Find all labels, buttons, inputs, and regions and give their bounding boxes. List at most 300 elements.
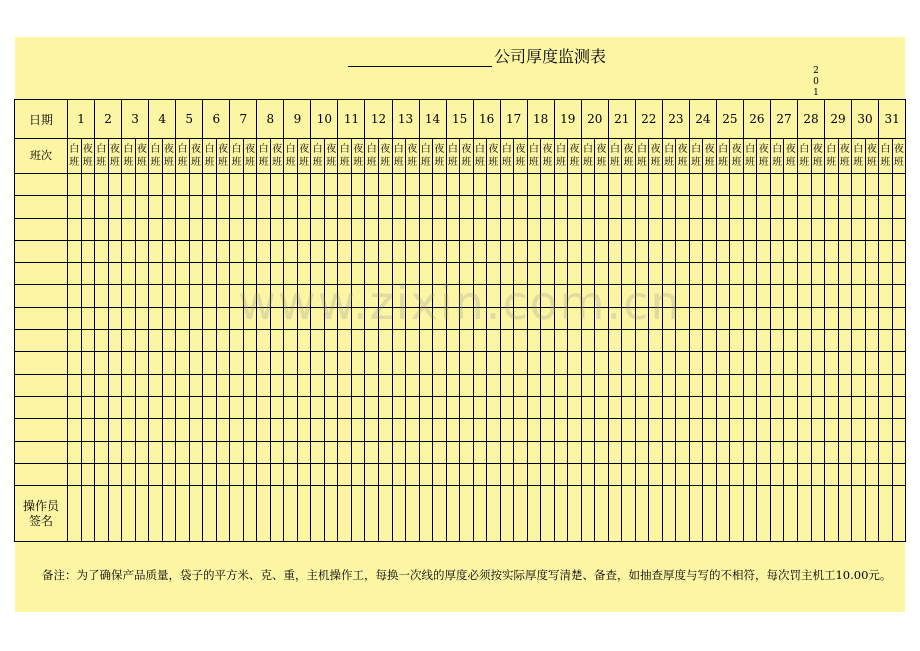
- data-cell[interactable]: [68, 374, 82, 396]
- data-cell[interactable]: [649, 285, 663, 307]
- data-cell[interactable]: [852, 352, 866, 374]
- data-cell[interactable]: [757, 396, 771, 418]
- data-cell[interactable]: [487, 396, 501, 418]
- data-cell[interactable]: [419, 285, 433, 307]
- data-cell[interactable]: [730, 463, 744, 485]
- data-cell[interactable]: [311, 307, 325, 329]
- data-cell[interactable]: [568, 285, 582, 307]
- data-cell[interactable]: [122, 374, 136, 396]
- data-cell[interactable]: [797, 441, 811, 463]
- data-cell[interactable]: [784, 240, 798, 262]
- data-cell[interactable]: [162, 174, 176, 196]
- data-cell[interactable]: [419, 352, 433, 374]
- data-cell[interactable]: [392, 463, 406, 485]
- data-cell[interactable]: [379, 196, 393, 218]
- row-label-cell[interactable]: [15, 196, 68, 218]
- data-cell[interactable]: [257, 196, 271, 218]
- data-cell[interactable]: [514, 263, 528, 285]
- data-cell[interactable]: [784, 307, 798, 329]
- data-cell[interactable]: [703, 352, 717, 374]
- data-cell[interactable]: [433, 463, 447, 485]
- data-cell[interactable]: [500, 307, 514, 329]
- data-cell[interactable]: [311, 352, 325, 374]
- data-cell[interactable]: [811, 307, 825, 329]
- data-cell[interactable]: [500, 196, 514, 218]
- data-cell[interactable]: [527, 441, 541, 463]
- data-cell[interactable]: [243, 263, 257, 285]
- data-cell[interactable]: [81, 240, 95, 262]
- row-label-cell[interactable]: [15, 285, 68, 307]
- data-cell[interactable]: [446, 396, 460, 418]
- data-cell[interactable]: [622, 463, 636, 485]
- data-cell[interactable]: [297, 441, 311, 463]
- data-cell[interactable]: [243, 441, 257, 463]
- data-cell[interactable]: [81, 374, 95, 396]
- data-cell[interactable]: [473, 463, 487, 485]
- signature-cell[interactable]: [230, 486, 244, 542]
- data-cell[interactable]: [676, 263, 690, 285]
- data-cell[interactable]: [392, 374, 406, 396]
- data-cell[interactable]: [189, 419, 203, 441]
- data-cell[interactable]: [203, 352, 217, 374]
- data-cell[interactable]: [433, 285, 447, 307]
- data-cell[interactable]: [730, 330, 744, 352]
- data-cell[interactable]: [608, 285, 622, 307]
- data-cell[interactable]: [825, 218, 839, 240]
- signature-cell[interactable]: [284, 486, 298, 542]
- data-cell[interactable]: [338, 285, 352, 307]
- data-cell[interactable]: [392, 240, 406, 262]
- data-cell[interactable]: [649, 441, 663, 463]
- data-cell[interactable]: [419, 374, 433, 396]
- data-cell[interactable]: [460, 263, 474, 285]
- data-cell[interactable]: [216, 396, 230, 418]
- data-cell[interactable]: [865, 441, 879, 463]
- data-cell[interactable]: [446, 174, 460, 196]
- data-cell[interactable]: [392, 352, 406, 374]
- data-cell[interactable]: [162, 218, 176, 240]
- data-cell[interactable]: [203, 463, 217, 485]
- data-cell[interactable]: [730, 240, 744, 262]
- signature-cell[interactable]: [649, 486, 663, 542]
- data-cell[interactable]: [676, 330, 690, 352]
- data-cell[interactable]: [770, 285, 784, 307]
- data-cell[interactable]: [703, 307, 717, 329]
- data-cell[interactable]: [284, 263, 298, 285]
- data-cell[interactable]: [297, 240, 311, 262]
- data-cell[interactable]: [595, 330, 609, 352]
- data-cell[interactable]: [446, 463, 460, 485]
- data-cell[interactable]: [608, 419, 622, 441]
- data-cell[interactable]: [379, 352, 393, 374]
- data-cell[interactable]: [770, 196, 784, 218]
- data-cell[interactable]: [338, 419, 352, 441]
- data-cell[interactable]: [595, 240, 609, 262]
- data-cell[interactable]: [216, 240, 230, 262]
- data-cell[interactable]: [419, 263, 433, 285]
- data-cell[interactable]: [460, 196, 474, 218]
- data-cell[interactable]: [162, 463, 176, 485]
- data-cell[interactable]: [635, 240, 649, 262]
- signature-cell[interactable]: [635, 486, 649, 542]
- data-cell[interactable]: [270, 419, 284, 441]
- data-cell[interactable]: [108, 196, 122, 218]
- data-cell[interactable]: [595, 441, 609, 463]
- data-cell[interactable]: [365, 374, 379, 396]
- signature-cell[interactable]: [487, 486, 501, 542]
- data-cell[interactable]: [473, 174, 487, 196]
- data-cell[interactable]: [351, 463, 365, 485]
- data-cell[interactable]: [243, 196, 257, 218]
- data-cell[interactable]: [689, 285, 703, 307]
- data-cell[interactable]: [446, 441, 460, 463]
- data-cell[interactable]: [689, 374, 703, 396]
- data-cell[interactable]: [338, 463, 352, 485]
- data-cell[interactable]: [649, 463, 663, 485]
- data-cell[interactable]: [216, 352, 230, 374]
- data-cell[interactable]: [527, 240, 541, 262]
- data-cell[interactable]: [811, 263, 825, 285]
- signature-cell[interactable]: [595, 486, 609, 542]
- data-cell[interactable]: [324, 196, 338, 218]
- data-cell[interactable]: [379, 463, 393, 485]
- data-cell[interactable]: [541, 263, 555, 285]
- data-cell[interactable]: [825, 463, 839, 485]
- data-cell[interactable]: [392, 263, 406, 285]
- data-cell[interactable]: [852, 196, 866, 218]
- data-cell[interactable]: [122, 196, 136, 218]
- data-cell[interactable]: [270, 396, 284, 418]
- data-cell[interactable]: [324, 463, 338, 485]
- data-cell[interactable]: [770, 240, 784, 262]
- data-cell[interactable]: [487, 263, 501, 285]
- signature-cell[interactable]: [406, 486, 420, 542]
- data-cell[interactable]: [622, 196, 636, 218]
- data-cell[interactable]: [500, 374, 514, 396]
- data-cell[interactable]: [176, 196, 190, 218]
- data-cell[interactable]: [797, 174, 811, 196]
- data-cell[interactable]: [419, 330, 433, 352]
- data-cell[interactable]: [176, 352, 190, 374]
- data-cell[interactable]: [189, 174, 203, 196]
- data-cell[interactable]: [757, 419, 771, 441]
- data-cell[interactable]: [297, 218, 311, 240]
- data-cell[interactable]: [379, 263, 393, 285]
- data-cell[interactable]: [95, 307, 109, 329]
- data-cell[interactable]: [541, 441, 555, 463]
- data-cell[interactable]: [554, 196, 568, 218]
- data-cell[interactable]: [81, 419, 95, 441]
- data-cell[interactable]: [122, 330, 136, 352]
- data-cell[interactable]: [149, 263, 163, 285]
- data-cell[interactable]: [108, 263, 122, 285]
- data-cell[interactable]: [797, 396, 811, 418]
- data-cell[interactable]: [473, 352, 487, 374]
- data-cell[interactable]: [581, 374, 595, 396]
- row-label-cell[interactable]: [15, 463, 68, 485]
- data-cell[interactable]: [581, 174, 595, 196]
- data-cell[interactable]: [257, 441, 271, 463]
- data-cell[interactable]: [446, 196, 460, 218]
- data-cell[interactable]: [460, 374, 474, 396]
- data-cell[interactable]: [689, 463, 703, 485]
- data-cell[interactable]: [554, 396, 568, 418]
- data-cell[interactable]: [892, 218, 906, 240]
- data-cell[interactable]: [257, 374, 271, 396]
- data-cell[interactable]: [703, 285, 717, 307]
- data-cell[interactable]: [406, 374, 420, 396]
- data-cell[interactable]: [392, 218, 406, 240]
- data-cell[interactable]: [635, 307, 649, 329]
- data-cell[interactable]: [716, 174, 730, 196]
- data-cell[interactable]: [689, 396, 703, 418]
- data-cell[interactable]: [122, 263, 136, 285]
- data-cell[interactable]: [635, 463, 649, 485]
- data-cell[interactable]: [297, 419, 311, 441]
- data-cell[interactable]: [284, 285, 298, 307]
- data-cell[interactable]: [514, 240, 528, 262]
- data-cell[interactable]: [189, 396, 203, 418]
- data-cell[interactable]: [649, 174, 663, 196]
- data-cell[interactable]: [797, 285, 811, 307]
- data-cell[interactable]: [81, 307, 95, 329]
- signature-cell[interactable]: [379, 486, 393, 542]
- data-cell[interactable]: [351, 441, 365, 463]
- data-cell[interactable]: [608, 463, 622, 485]
- data-cell[interactable]: [568, 374, 582, 396]
- data-cell[interactable]: [216, 441, 230, 463]
- data-cell[interactable]: [635, 330, 649, 352]
- data-cell[interactable]: [216, 218, 230, 240]
- data-cell[interactable]: [149, 240, 163, 262]
- data-cell[interactable]: [662, 218, 676, 240]
- signature-cell[interactable]: [730, 486, 744, 542]
- data-cell[interactable]: [554, 441, 568, 463]
- data-cell[interactable]: [797, 352, 811, 374]
- data-cell[interactable]: [230, 463, 244, 485]
- data-cell[interactable]: [554, 352, 568, 374]
- data-cell[interactable]: [95, 441, 109, 463]
- data-cell[interactable]: [284, 441, 298, 463]
- data-cell[interactable]: [500, 174, 514, 196]
- data-cell[interactable]: [351, 419, 365, 441]
- data-cell[interactable]: [135, 463, 149, 485]
- data-cell[interactable]: [770, 463, 784, 485]
- data-cell[interactable]: [879, 196, 893, 218]
- data-cell[interactable]: [365, 441, 379, 463]
- data-cell[interactable]: [784, 330, 798, 352]
- data-cell[interactable]: [770, 263, 784, 285]
- data-cell[interactable]: [473, 218, 487, 240]
- data-cell[interactable]: [284, 330, 298, 352]
- data-cell[interactable]: [406, 352, 420, 374]
- data-cell[interactable]: [838, 218, 852, 240]
- data-cell[interactable]: [716, 196, 730, 218]
- data-cell[interactable]: [662, 463, 676, 485]
- data-cell[interactable]: [676, 374, 690, 396]
- data-cell[interactable]: [446, 240, 460, 262]
- data-cell[interactable]: [743, 419, 757, 441]
- signature-cell[interactable]: [852, 486, 866, 542]
- data-cell[interactable]: [284, 196, 298, 218]
- data-cell[interactable]: [541, 307, 555, 329]
- data-cell[interactable]: [500, 463, 514, 485]
- data-cell[interactable]: [649, 218, 663, 240]
- data-cell[interactable]: [879, 285, 893, 307]
- data-cell[interactable]: [270, 196, 284, 218]
- data-cell[interactable]: [852, 285, 866, 307]
- data-cell[interactable]: [68, 419, 82, 441]
- data-cell[interactable]: [595, 218, 609, 240]
- data-cell[interactable]: [473, 307, 487, 329]
- data-cell[interactable]: [176, 330, 190, 352]
- data-cell[interactable]: [676, 419, 690, 441]
- data-cell[interactable]: [257, 285, 271, 307]
- data-cell[interactable]: [284, 174, 298, 196]
- data-cell[interactable]: [176, 285, 190, 307]
- data-cell[interactable]: [95, 285, 109, 307]
- data-cell[interactable]: [324, 174, 338, 196]
- signature-cell[interactable]: [149, 486, 163, 542]
- data-cell[interactable]: [554, 218, 568, 240]
- data-cell[interactable]: [324, 263, 338, 285]
- data-cell[interactable]: [122, 240, 136, 262]
- data-cell[interactable]: [730, 174, 744, 196]
- data-cell[interactable]: [703, 396, 717, 418]
- data-cell[interactable]: [757, 263, 771, 285]
- data-cell[interactable]: [189, 196, 203, 218]
- data-cell[interactable]: [811, 174, 825, 196]
- signature-cell[interactable]: [433, 486, 447, 542]
- signature-cell[interactable]: [716, 486, 730, 542]
- data-cell[interactable]: [135, 218, 149, 240]
- data-cell[interactable]: [595, 352, 609, 374]
- data-cell[interactable]: [743, 396, 757, 418]
- data-cell[interactable]: [108, 463, 122, 485]
- data-cell[interactable]: [351, 218, 365, 240]
- data-cell[interactable]: [757, 352, 771, 374]
- data-cell[interactable]: [730, 419, 744, 441]
- data-cell[interactable]: [406, 419, 420, 441]
- data-cell[interactable]: [676, 240, 690, 262]
- data-cell[interactable]: [689, 218, 703, 240]
- data-cell[interactable]: [351, 374, 365, 396]
- data-cell[interactable]: [365, 330, 379, 352]
- data-cell[interactable]: [68, 263, 82, 285]
- data-cell[interactable]: [379, 330, 393, 352]
- data-cell[interactable]: [351, 352, 365, 374]
- data-cell[interactable]: [581, 441, 595, 463]
- data-cell[interactable]: [743, 441, 757, 463]
- data-cell[interactable]: [95, 396, 109, 418]
- data-cell[interactable]: [351, 330, 365, 352]
- data-cell[interactable]: [419, 463, 433, 485]
- data-cell[interactable]: [743, 285, 757, 307]
- row-label-cell[interactable]: [15, 419, 68, 441]
- data-cell[interactable]: [730, 396, 744, 418]
- signature-cell[interactable]: [838, 486, 852, 542]
- data-cell[interactable]: [122, 352, 136, 374]
- data-cell[interactable]: [689, 419, 703, 441]
- data-cell[interactable]: [135, 307, 149, 329]
- data-cell[interactable]: [487, 240, 501, 262]
- data-cell[interactable]: [581, 196, 595, 218]
- data-cell[interactable]: [284, 218, 298, 240]
- data-cell[interactable]: [757, 307, 771, 329]
- data-cell[interactable]: [892, 263, 906, 285]
- data-cell[interactable]: [68, 240, 82, 262]
- data-cell[interactable]: [338, 307, 352, 329]
- data-cell[interactable]: [743, 263, 757, 285]
- data-cell[interactable]: [270, 263, 284, 285]
- data-cell[interactable]: [487, 419, 501, 441]
- data-cell[interactable]: [838, 196, 852, 218]
- data-cell[interactable]: [81, 352, 95, 374]
- data-cell[interactable]: [460, 463, 474, 485]
- data-cell[interactable]: [500, 240, 514, 262]
- data-cell[interactable]: [649, 263, 663, 285]
- data-cell[interactable]: [743, 240, 757, 262]
- data-cell[interactable]: [838, 419, 852, 441]
- data-cell[interactable]: [581, 307, 595, 329]
- data-cell[interactable]: [392, 196, 406, 218]
- data-cell[interactable]: [446, 419, 460, 441]
- data-cell[interactable]: [230, 240, 244, 262]
- data-cell[interactable]: [568, 419, 582, 441]
- data-cell[interactable]: [554, 463, 568, 485]
- data-cell[interactable]: [189, 307, 203, 329]
- data-cell[interactable]: [608, 374, 622, 396]
- data-cell[interactable]: [541, 352, 555, 374]
- data-cell[interactable]: [68, 352, 82, 374]
- data-cell[interactable]: [189, 263, 203, 285]
- data-cell[interactable]: [649, 374, 663, 396]
- data-cell[interactable]: [879, 396, 893, 418]
- data-cell[interactable]: [324, 218, 338, 240]
- data-cell[interactable]: [203, 263, 217, 285]
- data-cell[interactable]: [527, 352, 541, 374]
- data-cell[interactable]: [797, 330, 811, 352]
- data-cell[interactable]: [514, 463, 528, 485]
- data-cell[interactable]: [446, 218, 460, 240]
- data-cell[interactable]: [433, 307, 447, 329]
- data-cell[interactable]: [662, 441, 676, 463]
- signature-cell[interactable]: [419, 486, 433, 542]
- data-cell[interactable]: [784, 285, 798, 307]
- data-cell[interactable]: [365, 196, 379, 218]
- data-cell[interactable]: [257, 396, 271, 418]
- data-cell[interactable]: [95, 240, 109, 262]
- data-cell[interactable]: [838, 263, 852, 285]
- data-cell[interactable]: [379, 174, 393, 196]
- data-cell[interactable]: [757, 285, 771, 307]
- data-cell[interactable]: [473, 419, 487, 441]
- data-cell[interactable]: [379, 441, 393, 463]
- data-cell[interactable]: [716, 285, 730, 307]
- data-cell[interactable]: [460, 174, 474, 196]
- company-name-blank[interactable]: [348, 48, 492, 67]
- data-cell[interactable]: [541, 240, 555, 262]
- data-cell[interactable]: [649, 352, 663, 374]
- signature-cell[interactable]: [879, 486, 893, 542]
- data-cell[interactable]: [838, 352, 852, 374]
- data-cell[interactable]: [879, 240, 893, 262]
- data-cell[interactable]: [338, 174, 352, 196]
- data-cell[interactable]: [297, 463, 311, 485]
- data-cell[interactable]: [811, 441, 825, 463]
- signature-cell[interactable]: [811, 486, 825, 542]
- data-cell[interactable]: [595, 174, 609, 196]
